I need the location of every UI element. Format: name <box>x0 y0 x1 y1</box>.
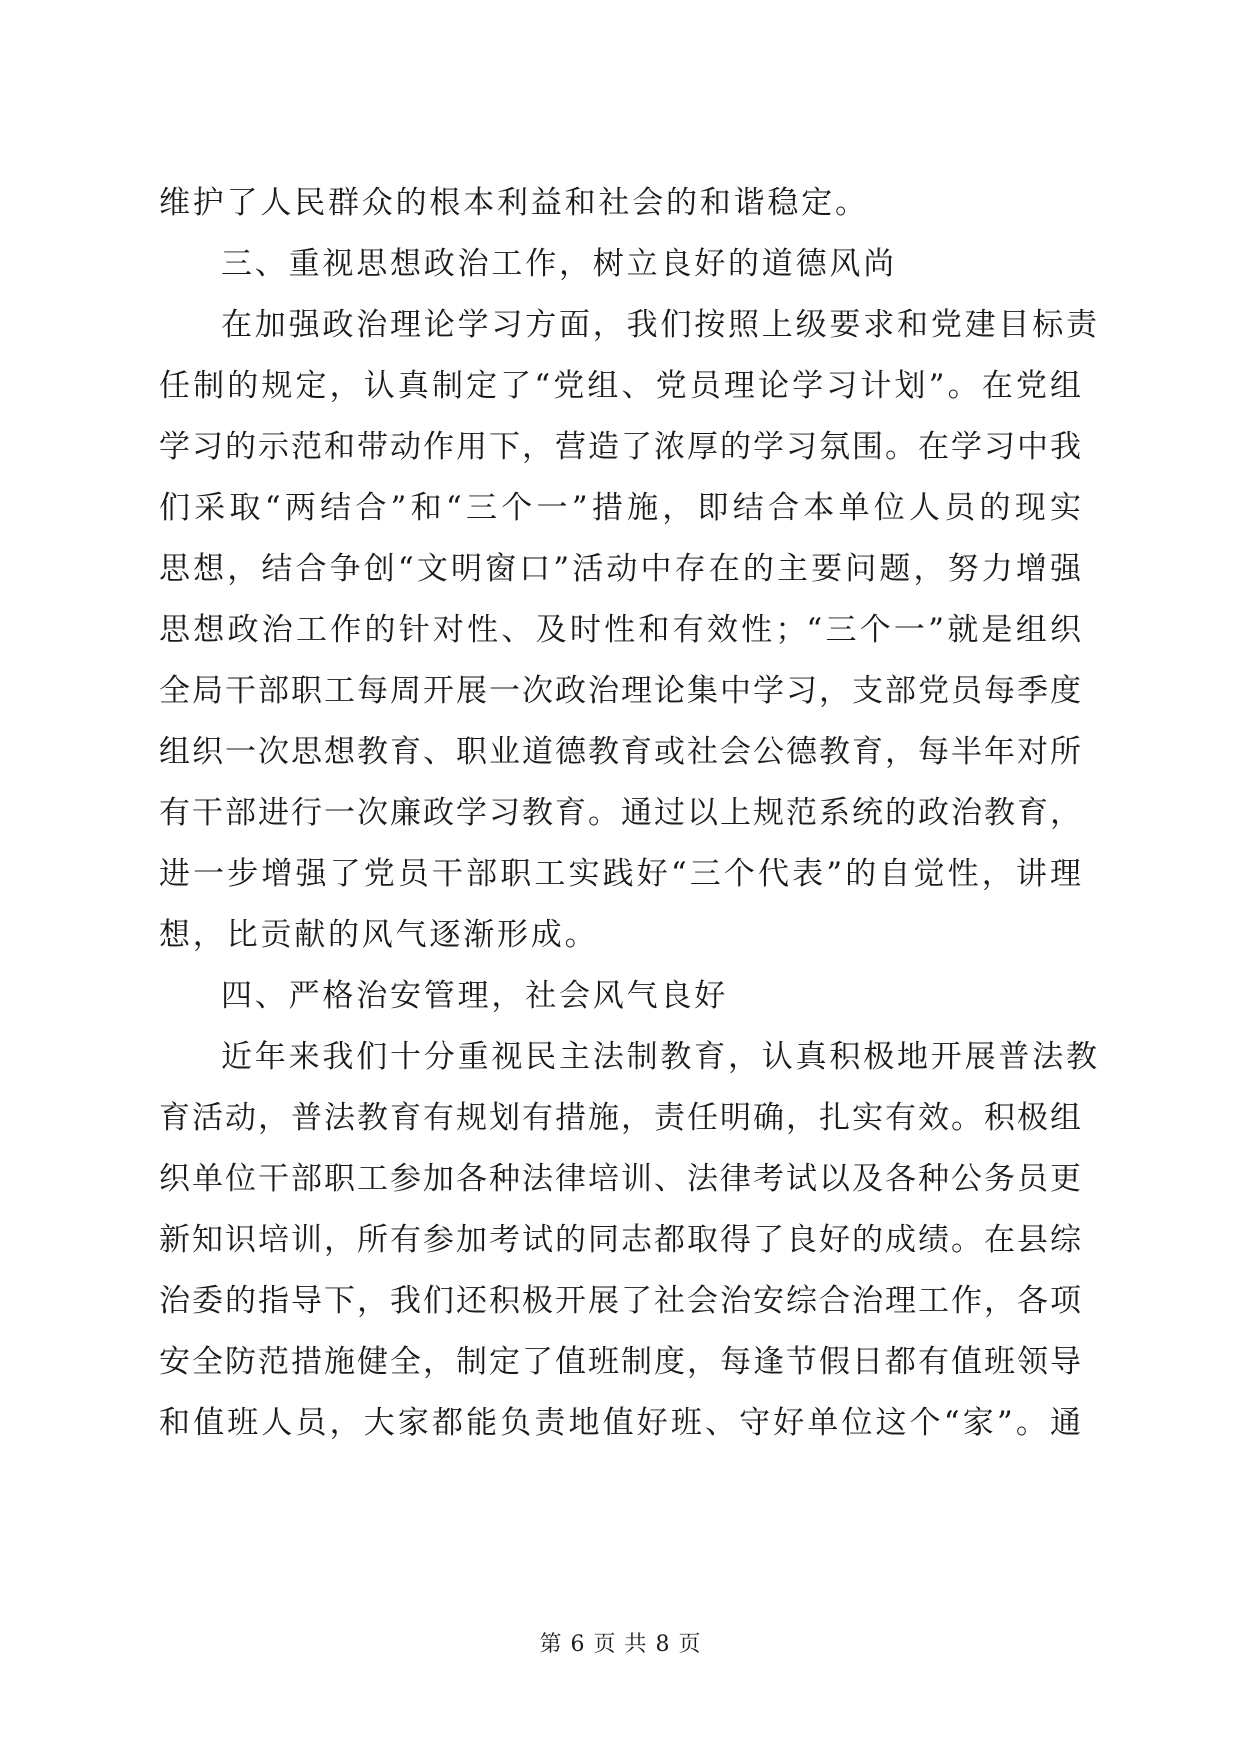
paragraph-line <box>0 366 1241 406</box>
paragraph-line <box>0 854 1241 894</box>
line-text: 组织一次思想教育、职业道德教育或社会公德教育，每半年对所 <box>159 734 1081 770</box>
line-text: 进一步增强了党员干部职工实践好“三个代表”的自觉性，讲理 <box>159 856 1081 892</box>
paragraph-line <box>0 1098 1241 1138</box>
paragraph-line <box>0 305 1241 345</box>
heading-text: 三、重视思想政治工作，树立良好的道德风尚 <box>221 246 897 282</box>
paragraph-line <box>0 1403 1241 1443</box>
paragraph-line <box>0 732 1241 772</box>
section-heading <box>0 244 1241 284</box>
line-text: 维护了人民群众的根本利益和社会的和谐稳定。 <box>159 185 869 221</box>
line-text: 安全防范措施健全，制定了值班制度，每逢节假日都有值班领导 <box>159 1344 1081 1380</box>
line-text: 有干部进行一次廉政学习教育。通过以上规范系统的政治教育， <box>159 795 1081 831</box>
paragraph-line <box>0 915 1241 955</box>
line-text: 思想，结合争创“文明窗口”活动中存在的主要问题，努力增强 <box>159 551 1081 587</box>
paragraph-line <box>0 1220 1241 1260</box>
paragraph-line <box>0 427 1241 467</box>
paragraph-line <box>0 610 1241 650</box>
paragraph-line <box>0 549 1241 589</box>
heading-text: 四、严格治安管理，社会风气良好 <box>221 978 728 1014</box>
paragraph-line <box>0 671 1241 711</box>
section-heading <box>0 976 1241 1016</box>
line-text: 们采取“两结合”和“三个一”措施，即结合本单位人员的现实 <box>159 490 1081 526</box>
line-text: 全局干部职工每周开展一次政治理论集中学习，支部党员每季度 <box>159 673 1081 709</box>
paragraph-line <box>0 1281 1241 1321</box>
paragraph-line <box>0 1159 1241 1199</box>
line-text: 新知识培训，所有参加考试的同志都取得了良好的成绩。在县综 <box>159 1222 1081 1258</box>
line-text: 近年来我们十分重视民主法制教育，认真积极地开展普法教 <box>221 1039 1100 1075</box>
line-text: 任制的规定，认真制定了“党组、党员理论学习计划”。在党组 <box>159 368 1081 404</box>
paragraph-line <box>0 488 1241 528</box>
line-text: 学习的示范和带动作用下，营造了浓厚的学习氛围。在学习中我 <box>159 429 1081 465</box>
line-text: 在加强政治理论学习方面，我们按照上级要求和党建目标责 <box>221 307 1100 343</box>
paragraph-line <box>0 1037 1241 1077</box>
line-text: 想，比贡献的风气逐渐形成。 <box>159 917 599 953</box>
paragraph-line <box>0 793 1241 833</box>
line-text: 育活动，普法教育有规划有措施，责任明确，扎实有效。积极组 <box>159 1100 1081 1136</box>
line-text: 和值班人员，大家都能负责地值好班、守好单位这个“家”。通 <box>159 1405 1081 1441</box>
paragraph-line <box>0 1342 1241 1382</box>
line-text: 治委的指导下，我们还积极开展了社会治安综合治理工作，各项 <box>159 1283 1081 1319</box>
line-text: 思想政治工作的针对性、及时性和有效性；“三个一”就是组织 <box>159 612 1081 648</box>
page-number-footer: 第 6 页 共 8 页 <box>539 1632 702 1657</box>
paragraph-line <box>0 183 1241 223</box>
line-text: 织单位干部职工参加各种法律培训、法律考试以及各种公务员更 <box>159 1161 1081 1197</box>
